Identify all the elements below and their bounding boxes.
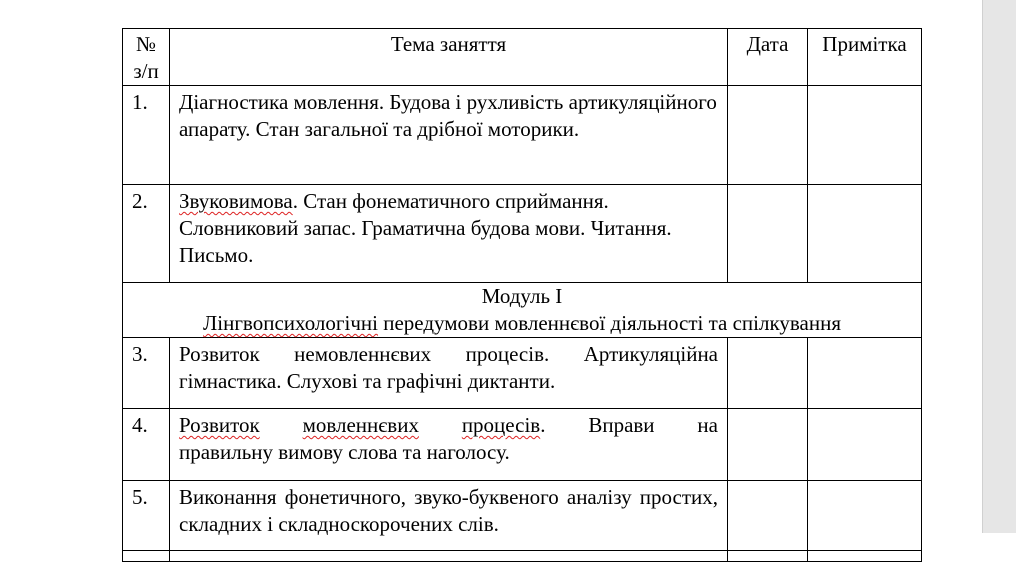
table-header-row — [123, 29, 922, 86]
lesson-plan-table — [122, 28, 922, 562]
table-row — [123, 481, 922, 551]
row-number: 5. — [123, 481, 170, 551]
row-topic-text: . Стан фонематичного сприймання. Словниковий запас. Граматична будова мови. Читання. Письмо. — [179, 189, 672, 267]
row-number: 1. — [123, 86, 170, 185]
module-row — [123, 283, 922, 338]
spellcheck-word[interactable]: мовленнєвих — [302, 413, 419, 437]
row-topic-line2: правильну вимову слова та наголосу. — [179, 440, 510, 464]
module-title: Модуль I — [481, 284, 563, 308]
row-date[interactable] — [728, 409, 808, 481]
row-note[interactable] — [808, 185, 922, 283]
row-date[interactable] — [728, 185, 808, 283]
header-topic-cell: Тема заняття — [170, 29, 728, 86]
row-number: 2. — [123, 185, 170, 283]
module-subtitle-text: передумови — [377, 311, 495, 335]
spellcheck-word[interactable]: Лінгвопсихологічні — [203, 311, 378, 335]
table-row-partial — [123, 551, 922, 562]
row-topic[interactable] — [170, 409, 728, 481]
table-row — [123, 409, 922, 481]
row-topic[interactable] — [170, 185, 728, 283]
row-date[interactable] — [728, 338, 808, 409]
row-note[interactable] — [808, 481, 922, 551]
row-date[interactable] — [728, 551, 808, 562]
header-date-cell: Дата — [728, 29, 808, 86]
spellcheck-word[interactable]: Звуковимова — [179, 189, 293, 213]
module-subtitle-text: мовленнєвої — [494, 311, 606, 335]
row-note[interactable] — [808, 338, 922, 409]
row-topic[interactable]: Діагностика мовлення. Будова і рухливість артикуляційного апарату. Стан загальної та дрібної моторики. — [170, 86, 728, 185]
module-subtitle-text: діяльності та спілкування — [605, 311, 841, 335]
row-note[interactable] — [808, 409, 922, 481]
table-row — [123, 86, 922, 185]
header-number-abbr: з/п — [133, 59, 159, 83]
module-subtitle — [123, 310, 921, 337]
row-topic[interactable] — [170, 551, 728, 562]
row-number — [123, 551, 170, 562]
header-number-symbol: № — [135, 32, 157, 56]
row-topic-fragment: на — [697, 413, 718, 437]
row-topic-fragment: Вправи — [588, 413, 655, 437]
row-number: 4. — [123, 409, 170, 481]
row-topic[interactable]: Розвиток немовленнєвих процесів. Артикуляційна гімнастика. Слухові та графічні диктанти. — [170, 338, 728, 409]
header-number-cell — [123, 29, 170, 86]
spellcheck-word[interactable]: Розвиток — [179, 413, 260, 437]
table-row — [123, 338, 922, 409]
header-note-cell: Примітка — [808, 29, 922, 86]
spellcheck-word[interactable]: процесів — [461, 413, 541, 437]
row-note[interactable] — [808, 86, 922, 185]
row-topic[interactable]: Виконання фонетичного, звуко-буквеного аналізу простих, складних і складноскорочених слів. — [170, 481, 728, 551]
window-right-gutter — [982, 0, 1016, 533]
row-date[interactable] — [728, 481, 808, 551]
row-note[interactable] — [808, 551, 922, 562]
module-heading-cell — [123, 283, 922, 338]
row-date[interactable] — [728, 86, 808, 185]
row-number: 3. — [123, 338, 170, 409]
table-row — [123, 185, 922, 283]
row-topic-fragment: процесів. — [461, 413, 546, 437]
